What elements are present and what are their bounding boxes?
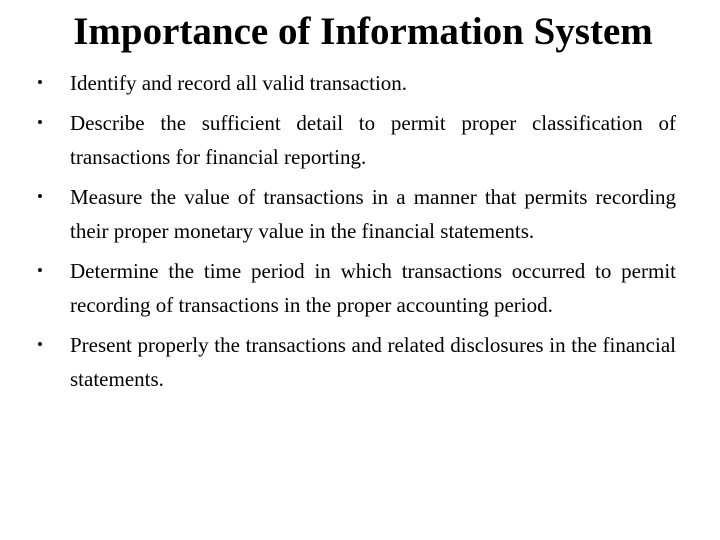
bullet-item [37,180,676,249]
bullet-text: Present properly the transactions and related disclosures in the financial statements. [70,332,676,391]
bullet-text: Determine the time period in which transactions occurred to permit recording of transactions in the proper accounting period. [70,258,676,317]
bullet-dot-icon: • [37,73,43,92]
bullet-list [37,66,676,397]
bullet-item [37,66,676,101]
bullet-item [37,328,676,397]
bullet-dot-icon: • [37,112,43,132]
bullet-text: Identify and record all valid transaction. [70,71,408,95]
bullet-dot-icon: • [37,334,43,354]
bullet-text: Describe the sufficient detail to permit proper classification of transactions for financial reporting. [70,110,676,169]
bullet-item [37,254,676,323]
slide-title: Importance of Information System [73,10,653,53]
bullet-dot-icon: • [37,186,43,206]
bullet-item [37,106,676,175]
bullet-dot-icon: • [37,260,43,280]
bullet-text: Measure the value of transactions in a manner that permits recording their proper monetary value in the financial statements. [70,184,676,243]
